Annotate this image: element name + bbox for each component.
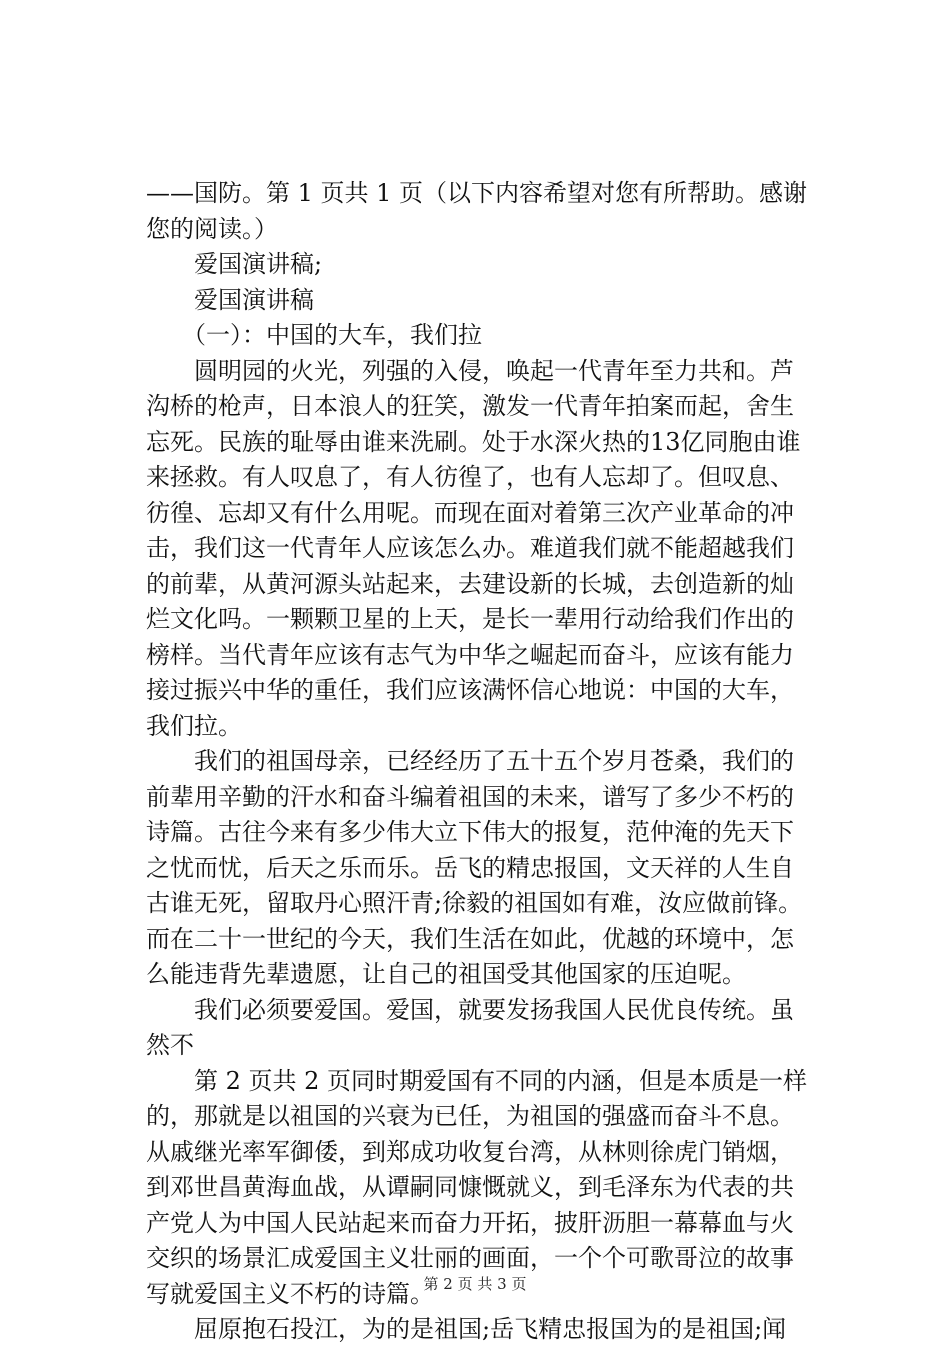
text-line: 前辈用辛勤的汗水和奋斗编着祖国的未来，谱写了多少不朽的	[146, 782, 794, 811]
text-line: 产党人为中国人民站起来而奋力开拓，披肝沥胆一幕幕血与火	[146, 1208, 794, 1237]
text-line: 击，我们这一代青年人应该怎么办。难道我们就不能超越我们	[146, 534, 794, 562]
text-line: 然不	[146, 1031, 194, 1059]
text-line: 第 2 页共 2 页同时期爱国有不同的内涵，但是本质是一样	[146, 1066, 808, 1095]
text-line: 的前辈，从黄河源头站起来，去建设新的长城，去创造新的灿	[146, 569, 794, 598]
text-line: 您的阅读。）	[146, 214, 278, 243]
text-line: 之忧而忧，后天之乐而乐。岳飞的精忠报国，文天祥的人生自	[146, 853, 794, 882]
text-line: 烂文化吗。一颗颗卫星的上天，是长一辈用行动给我们作出的	[146, 605, 794, 633]
text-line: 接过振兴中华的重任，我们应该满怀信心地说：中国的大车，	[146, 676, 794, 704]
text-line: 我们的祖国母亲，已经经历了五十五个岁月苍桑，我们的	[146, 747, 794, 775]
text-line: 榜样。当代青年应该有志气为中华之崛起而奋斗，应该有能力	[146, 640, 794, 669]
text-line: 彷徨、忘却又有什么用呢。而现在面对着第三次产业革命的冲	[146, 498, 794, 527]
text-line: 我们拉。	[146, 711, 242, 740]
text-line: 写就爱国主义不朽的诗篇。	[146, 1279, 434, 1308]
text-line: 爱国演讲稿	[146, 285, 314, 314]
text-line: 而在二十一世纪的今天，我们生活在如此，优越的环境中，怎	[146, 924, 794, 953]
document-body	[146, 176, 836, 1348]
text-line: 来拯救。有人叹息了，有人彷徨了，也有人忘却了。但叹息、	[146, 463, 794, 491]
text-line: （一）：中国的大车，我们拉	[146, 321, 482, 349]
text-line: 屈原抱石投江，为的是祖国;岳飞精忠报国为的是祖国;闻	[146, 1315, 787, 1343]
text-line: 古谁无死，留取丹心照汗青;徐毅的祖国如有难，汝应做前锋。	[146, 889, 803, 917]
text-line: 交织的场景汇成爱国主义壮丽的画面，一个个可歌哥泣的故事	[146, 1244, 794, 1272]
text-line: ——国防。第 1 页共 1 页（以下内容希望对您有所帮助。感谢	[146, 179, 808, 207]
text-line: 诗篇。古往今来有多少伟大立下伟大的报复，范仲淹的先天下	[146, 818, 794, 846]
text-line: 圆明园的火光，列强的入侵，唤起一代青年至力共和。芦	[146, 356, 794, 385]
text-line: 的，那就是以祖国的兴衰为已任，为祖国的强盛而奋斗不息。	[146, 1102, 794, 1130]
page-footer: 第 2 页 共 3 页	[423, 1275, 527, 1293]
text-line: 么能违背先辈遗愿，让自己的祖国受其他国家的压迫呢。	[146, 960, 746, 988]
text-line: 沟桥的枪声，日本浪人的狂笑，激发一代青年拍案而起，舍生	[146, 392, 794, 420]
text-line: 从戚继光率军御倭，到郑成功收复台湾，从林则徐虎门销烟，	[146, 1137, 794, 1166]
text-line: 爱国演讲稿;	[146, 250, 323, 278]
text-line: 忘死。民族的耻辱由谁来洗刷。处于水深火热的13亿同胞由谁	[146, 427, 801, 456]
text-line: 我们必须要爱国。爱国，就要发扬我国人民优良传统。虽	[146, 995, 794, 1024]
text-line: 到邓世昌黄海血战，从谭嗣同慷慨就义，到毛泽东为代表的共	[146, 1173, 794, 1201]
